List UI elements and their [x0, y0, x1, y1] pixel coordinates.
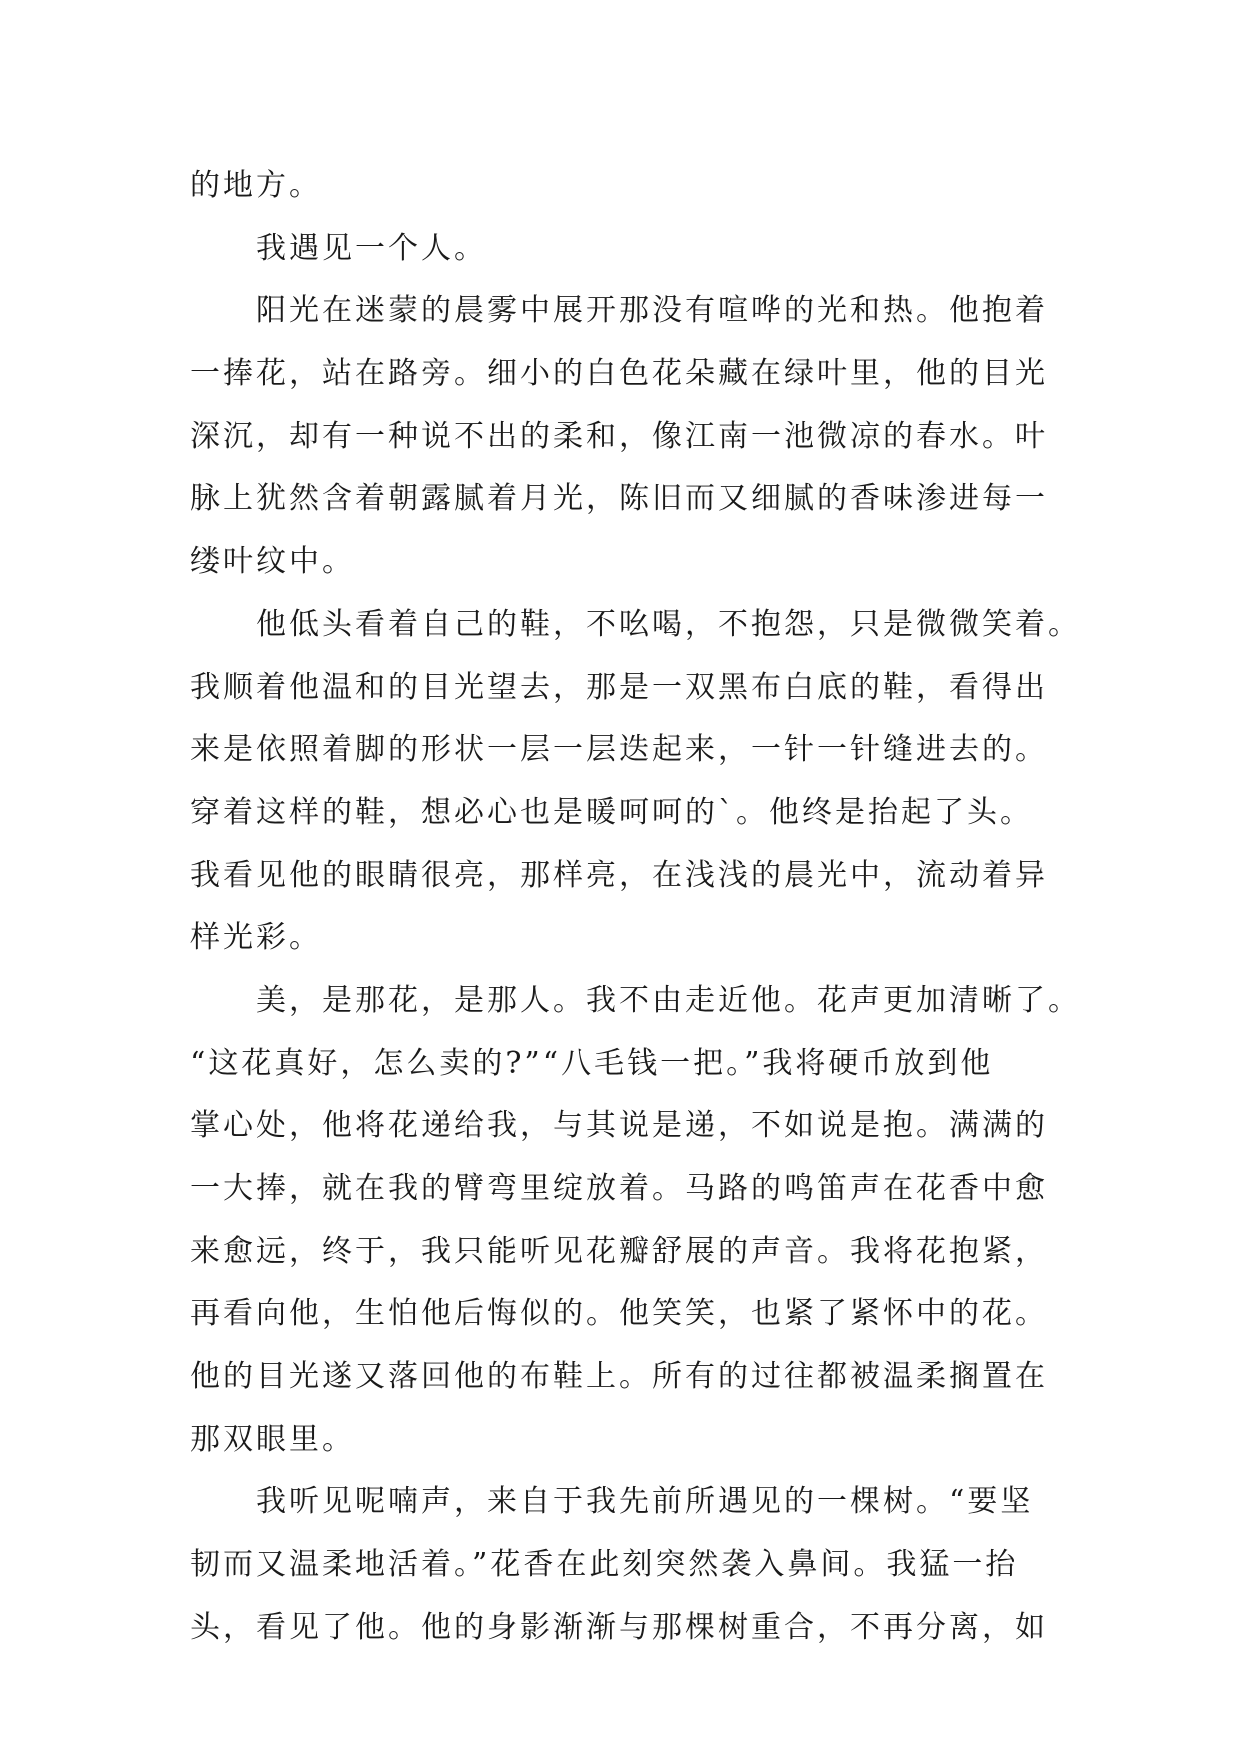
text-line: 样光彩。 [190, 920, 322, 956]
text-line: 来是依照着脚的形状一层一层迭起来，一针一针缝进去的。 [190, 732, 1048, 768]
text-line: 脉上犹然含着朝露腻着月光，陈旧而又细腻的香味渗进每一 [190, 481, 1048, 517]
text-line: 我听见呢喃声，来自于我先前所遇见的一棵树。“要坚 [256, 1484, 1034, 1520]
document-body [190, 155, 1081, 1660]
text-line: 阳光在迷蒙的晨雾中展开那没有喧哗的光和热。他抱着 [256, 293, 1048, 329]
text-line: 一大捧，就在我的臂弯里绽放着。马路的鸣笛声在花香中愈 [190, 1171, 1048, 1206]
text-line: 掌心处，他将花递给我，与其说是递，不如说是抱。满满的 [190, 1108, 1048, 1144]
text-line: 的地方。 [190, 168, 322, 203]
text-line: 美，是那花，是那人。我不由走近他。花声更加清晰了。 [256, 982, 1081, 1018]
text-line: 再看向他，生怕他后悔似的。他笑笑，也紧了紧怀中的花。 [190, 1296, 1048, 1332]
text-line: 他的目光遂又落回他的布鞋上。所有的过往都被温柔搁置在 [190, 1359, 1048, 1395]
text-line: 一捧花，站在路旁。细小的白色花朵藏在绿叶里，他的目光 [190, 356, 1048, 392]
text-line: 那双眼里。 [190, 1421, 355, 1457]
text-line: 我遇见一个人。 [256, 230, 487, 266]
text-line: 头，看见了他。他的身影渐渐与那棵树重合，不再分离，如 [190, 1609, 1048, 1645]
text-line: 我看见他的眼睛很亮，那样亮，在浅浅的晨光中，流动着异 [190, 857, 1048, 893]
text-line: 穿着这样的鞋，想必心也是暖呵呵的`。他终是抬起了头。 [190, 794, 1033, 830]
text-line: 韧而又温柔地活着。”花香在此刻突然袭入鼻间。我猛一抬 [190, 1547, 1019, 1583]
text-line: 深沉，却有一种说不出的柔和，像江南一池微凉的春水。叶 [190, 418, 1048, 454]
text-line: 缕叶纹中。 [190, 544, 355, 580]
text-line: 他低头看着自己的鞋，不吆喝，不抱怨，只是微微笑着。 [256, 606, 1081, 642]
text-line: 来愈远，终于，我只能听见花瓣舒展的声音。我将花抱紧， [190, 1233, 1048, 1269]
text-line: 我顺着他温和的目光望去，那是一双黑布白底的鞋，看得出 [190, 669, 1048, 705]
text-line: “这花真好，怎么卖的?”“八毛钱一把。”我将硬币放到他 [190, 1045, 994, 1081]
